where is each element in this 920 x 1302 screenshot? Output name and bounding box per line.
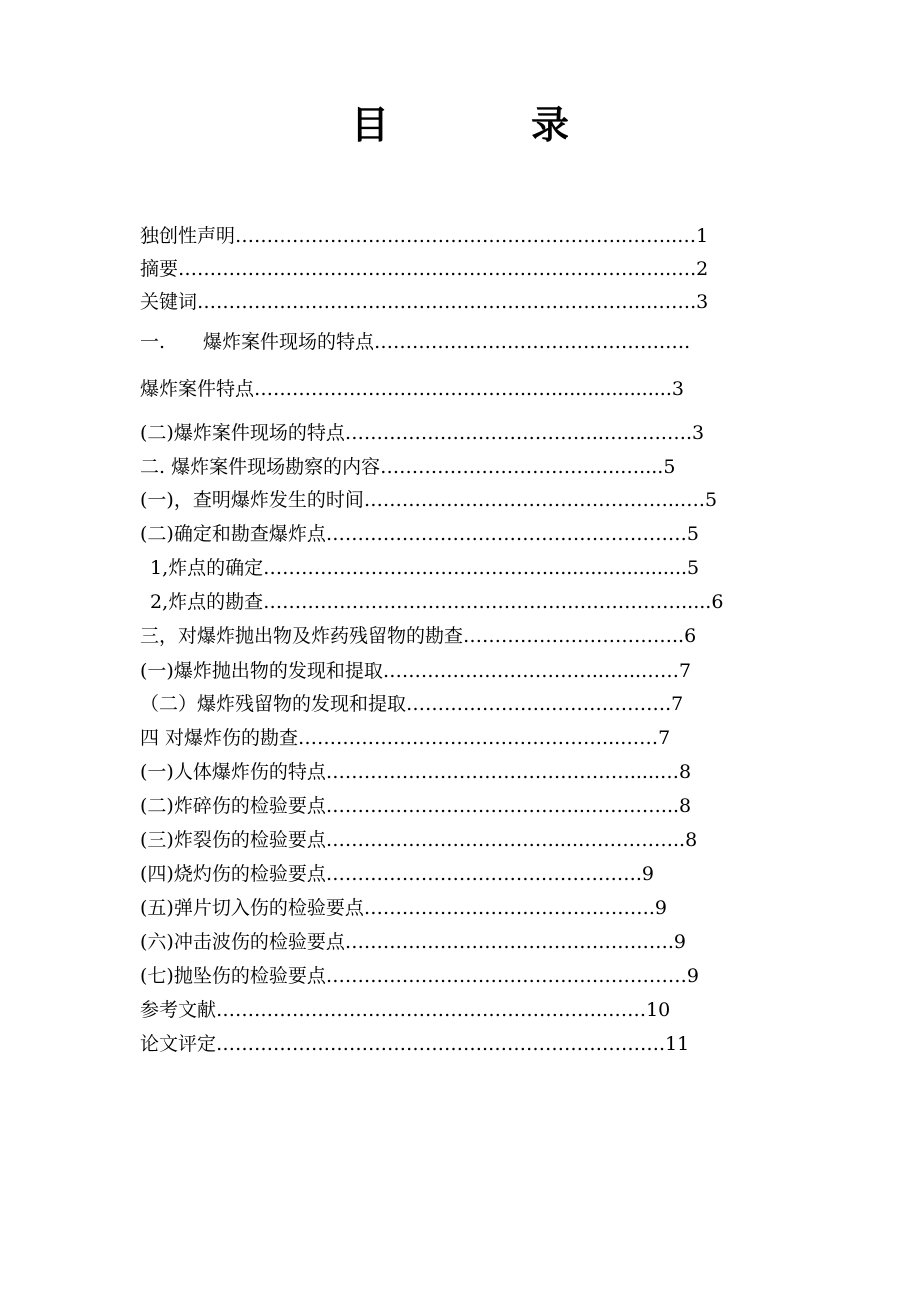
toc-entry: (一)，查明爆炸发生的时间…………………………………………..….5 bbox=[140, 489, 718, 511]
toc-entry: (三)炸裂伤的检验要点………………………………....……………..8 bbox=[140, 829, 698, 851]
toc-entry: (一)人体爆炸伤的特点………………………………………….....…8 bbox=[140, 761, 692, 783]
toc-entry: (二)爆炸案件现场的特点…………………………………..……….….3 bbox=[140, 422, 705, 444]
toc-entry: 参考文献……………………………………………………..……10 bbox=[140, 999, 671, 1021]
toc-entry: (二)确定和勘查爆炸点…………………………………………………5 bbox=[140, 523, 699, 545]
toc-entry: 二. 爆炸案件现场勘察的内容………………………………..…....5 bbox=[140, 456, 676, 478]
toc-entry: (七)抛坠伤的检验要点…………………………………………………9 bbox=[140, 965, 699, 987]
toc-entry: 爆炸案件特点……………………………………..…....................3 bbox=[140, 378, 684, 400]
toc-entry: 2,炸点的勘查………………………………………………………….....6 bbox=[150, 591, 724, 613]
toc-entry: 论文评定…………………………………….……………………….11 bbox=[140, 1033, 690, 1055]
page-title: 目 录 bbox=[350, 102, 621, 147]
toc-entry: (二)炸碎伤的检验要点…………………………………..…………...8 bbox=[140, 795, 692, 817]
toc-entry: 1,炸点的确定……………………………………….......................5 bbox=[150, 557, 700, 579]
toc-entry: （二）爆炸残留物的发现和提取…………………..……………….7 bbox=[140, 693, 684, 715]
toc-entry: 摘要…………………………………….……………………………..….2 bbox=[140, 258, 709, 280]
toc-entry: 关键词……………………………………………………………...…….3 bbox=[140, 291, 709, 313]
toc-entry: (五)弹片切入伤的检验要点……………………………………….9 bbox=[140, 897, 667, 919]
toc-entry: (一)爆炸抛出物的发现和提取……………………………..…...……7 bbox=[140, 660, 692, 682]
toc-entry: 独创性声明……………………………………………………..……..…1 bbox=[140, 225, 709, 247]
toc-entry: 四 对爆炸伤的勘查…………………………………………...……7 bbox=[140, 727, 671, 749]
toc-entry: (四)烧灼伤的检验要点…………………………….…………….9 bbox=[140, 863, 654, 885]
toc-entry: 一. 爆炸案件现场的特点……………………………………….…. bbox=[140, 331, 691, 353]
toc-entry: (六)冲击波伤的检验要点…………………………………………….9 bbox=[140, 931, 686, 953]
toc-entry: 三，对爆炸抛出物及炸药残留物的勘查……………………………..6 bbox=[140, 625, 697, 647]
